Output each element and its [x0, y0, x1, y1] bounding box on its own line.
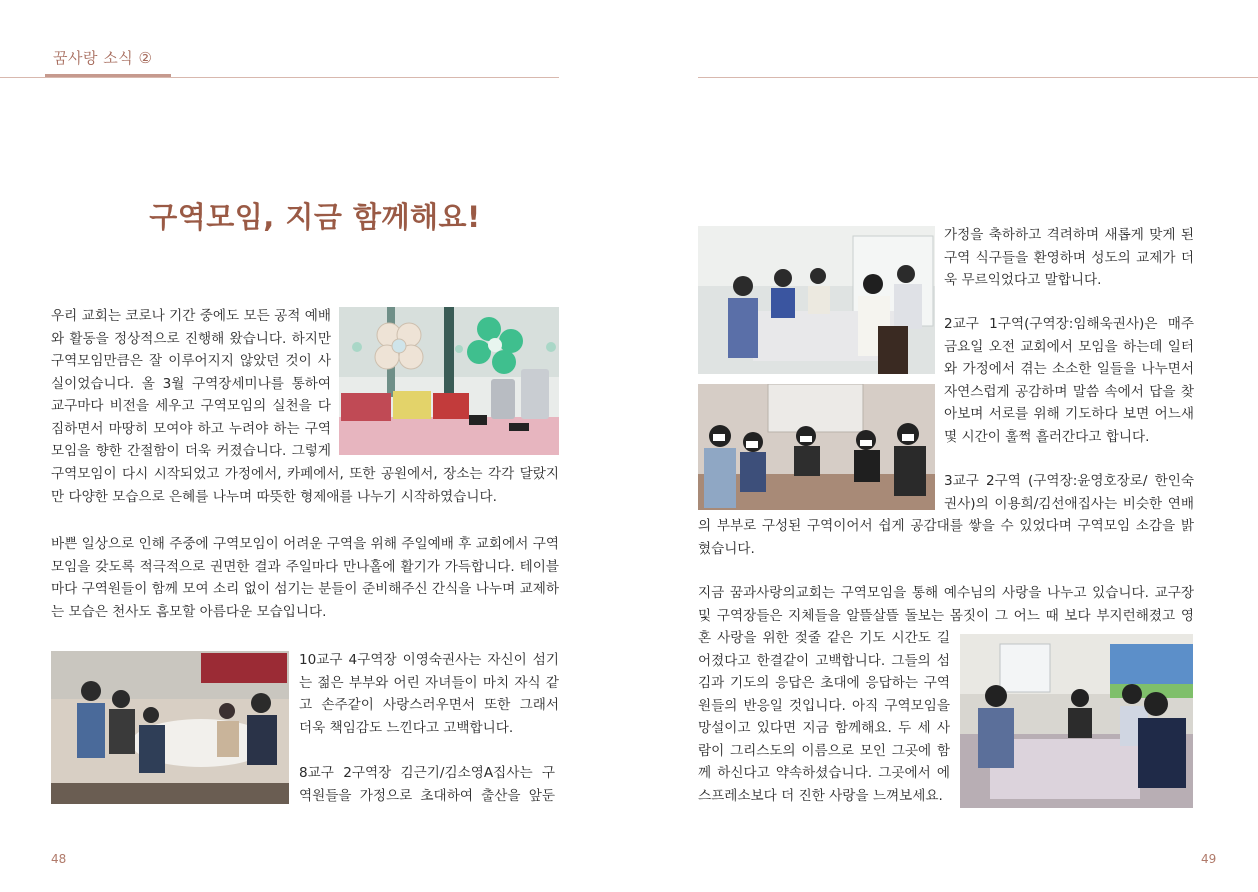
family-group-photo: [51, 651, 289, 804]
text-line: 구역모임만큼은 잘 이루어지지 않았던 것이 사: [51, 353, 331, 369]
right-paragraph-4-continuation: [698, 627, 950, 807]
right-paragraph-2: [944, 313, 1194, 448]
text-line: 고 손주같이 사랑스러우면서 또한 그래서: [299, 697, 559, 713]
right-paragraph-1: [944, 224, 1194, 292]
text-line: 금요일 오전 교회에서 모임을 하는데 일터: [944, 338, 1194, 355]
page-number-left: 48: [51, 852, 67, 866]
text-line: 망설이고 있다면 지금 함께해요. 두 세 사: [698, 720, 950, 736]
text-line: 몇 시간이 훌쩍 흘러간다고 합니다.: [944, 428, 1150, 445]
text-line: 지금 꿈과사랑의교회는 구역모임을 통해 예수님의 사랑을 나누고 있습니다. 교구장: [698, 585, 1194, 601]
text-line: 욱 무르익었다고 말합니다.: [944, 272, 1102, 288]
masked-women-cafe-photo: [698, 384, 935, 510]
text-line: 짐하면서 마땅히 모여야 하고 누려야 하는 구역: [51, 420, 331, 437]
right-paragraph-3: [944, 470, 1194, 515]
section-label: 꿈사랑 소식 ②: [53, 49, 153, 67]
text-line: 아보며 서로를 위해 기도하다 보면 어느새: [944, 406, 1194, 422]
text-line: 께 하신다고 약속하셨습니다. 그곳에서 에: [698, 765, 950, 781]
text-line: 더욱 책임감도 느낀다고 고백합니다.: [299, 719, 514, 736]
home-gathering-photo: [698, 226, 935, 374]
right-paragraph-4: [698, 582, 1194, 627]
right-header-rule: [698, 77, 1258, 78]
text-line: 원들의 반응일 것입니다. 아직 구역모임을: [698, 697, 950, 714]
intro-continuation: [51, 463, 559, 508]
text-line: 와 가정에서 겪는 소소한 일들을 나누면서: [944, 361, 1194, 377]
paragraph-8th-district: [299, 762, 555, 807]
page-title: 구역모임, 지금 함께해요!: [149, 200, 481, 235]
text-line: 권사)의 이용희/김선애집사는 비슷한 연배: [944, 495, 1194, 512]
intro-paragraph: [51, 305, 331, 463]
text-line: 실이었습니다. 올 3월 구역장세미나를 통하여: [51, 375, 331, 392]
balloons-snack-photo: [339, 307, 559, 455]
text-line: 역원들을 가정으로 초대하여 출산을 앞둔: [299, 787, 555, 804]
text-line: 스프레소보다 더 진한 사랑을 느껴보세요.: [698, 787, 943, 804]
text-line: 어졌다고 한결같이 고백합니다. 그들의 섬: [698, 652, 950, 669]
text-line: 우리 교회는 코로나 기간 중에도 모든 공적 예배: [51, 308, 331, 324]
text-line: 와 활동을 정상적으로 진행해 왔습니다. 하지만: [51, 330, 331, 347]
text-line: 혼 사랑을 위한 젖줄 같은 기도 시간도 길: [698, 630, 950, 646]
church-hall-meeting-photo: [960, 634, 1193, 808]
text-line: 및 구역장들은 지체들을 알뜰살뜰 돌보는 몸짓이 그 어느 때 보다 부지런해졌고 영: [698, 607, 1194, 624]
text-line: 바쁜 일상으로 인해 주중에 구역모임이 어려운 구역을 위해 주일예배 후 교회에서 구역: [51, 536, 559, 552]
text-line: 10교구 4구역장 이영숙권사는 자신이 섬기: [299, 652, 559, 668]
text-line: 모임을 향한 간절함이 더욱 커졌습니다. 그렇게: [51, 443, 331, 459]
text-line: 구역 식구들을 환영하며 성도의 교제가 더: [944, 249, 1194, 266]
text-line: 혔습니다.: [698, 540, 755, 557]
page-number-right: 49: [1201, 852, 1217, 866]
right-paragraph-3-continuation: [698, 515, 1194, 560]
text-line: 김과 기도의 응답은 초대에 응답하는 구역: [698, 675, 950, 691]
text-line: 가정을 축하하고 격려하며 새롭게 맞게 된: [944, 227, 1194, 243]
text-line: 는 모습은 천사도 흠모할 아름다운 모습입니다.: [51, 603, 327, 620]
text-line: 자연스럽게 공감하며 말씀 속에서 답을 찾: [944, 383, 1194, 400]
left-header-rule: [0, 77, 559, 78]
text-line: 는 젊은 부부와 어린 자녀들이 마치 자식 같: [299, 674, 559, 691]
text-line: 의 부부로 구성된 구역이어서 쉽게 공감대를 쌓을 수 있었다며 구역모임 소감을 밝: [698, 518, 1194, 534]
text-line: 구역모임이 다시 시작되었고 가정에서, 카페에서, 또한 공원에서, 장소는 각각 달랐지: [51, 466, 559, 482]
paragraph-10th-district: [299, 649, 559, 739]
text-line: 람이 그리스도의 이름으로 모인 그곳에 함: [698, 742, 950, 759]
text-line: 2교구 1구역(구역장:임해욱권사)은 매주: [944, 316, 1194, 332]
text-line: 모임을 갖도록 적극적으로 권면한 결과 주일마다 만나홀에 활기가 가득합니다. 테이블: [51, 558, 560, 575]
text-line: 마다 구역원들이 함께 모여 소리 없이 섬기는 분들이 준비해주신 간식을 나누며 교제하: [51, 581, 559, 597]
text-line: 8교구 2구역장 김근기/김소영A집사는 구: [299, 765, 555, 781]
text-line: 3교구 2구역 (구역장:윤영호장로/ 한인숙: [944, 473, 1194, 489]
text-line: 만 다양한 모습으로 은혜를 나누며 따뜻한 형제애를 나누기 시작하였습니다.: [51, 488, 497, 505]
paragraph-sunday-gathering: [51, 533, 559, 623]
text-line: 교구마다 비전을 세우고 구역모임의 실천을 다: [51, 398, 331, 414]
